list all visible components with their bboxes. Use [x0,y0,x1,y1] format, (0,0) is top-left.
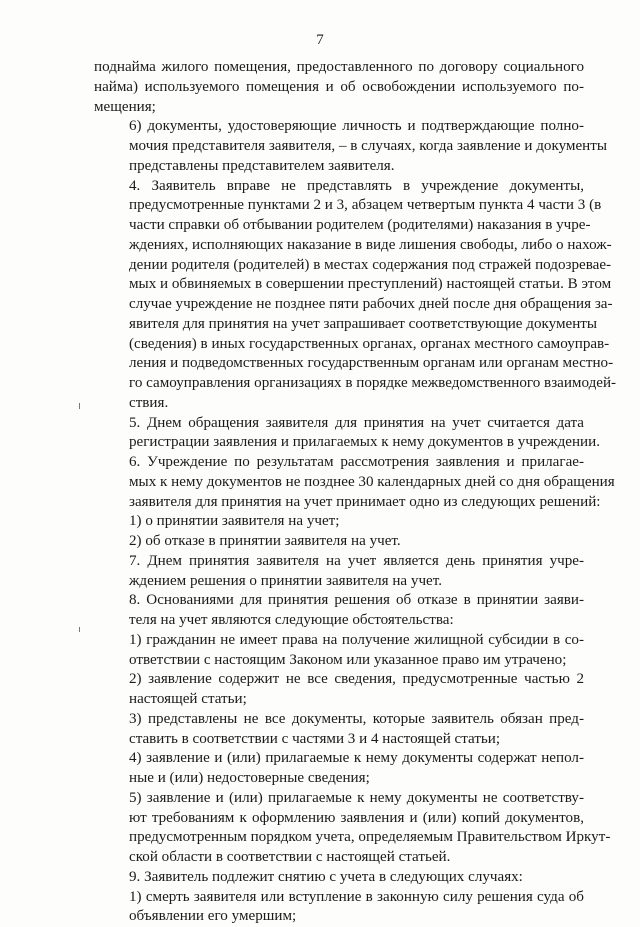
text-line: поднайма жилого помещения, предоставленного по договору социального [94,58,584,78]
text-line: предусмотренные пунктами 2 и 3, абзацем четвертым пункта 4 части 3 (в [94,196,584,216]
page-number: 7 [0,31,640,49]
scan-mark [79,403,80,409]
text-line: 1) гражданин не имеет права на получение жилищной субсидии в со- [94,631,584,651]
paragraph [94,749,584,789]
paragraph [94,591,584,631]
paragraph [94,512,584,532]
text-line: 5) заявление и (или) прилагаемые к нему документы не соответству- [94,789,584,809]
text-line: 9. Заявитель подлежит снятию с учета в следующих случаях: [94,868,584,888]
paragraph [94,710,584,750]
text-line: заявителя для принятия на учет принимает одно из следующих решений: [94,493,584,513]
paragraph [94,414,584,454]
text-line: 8. Основаниями для принятия решения об отказе в принятии заяви- [94,591,584,611]
text-line: регистрации заявления и прилагаемых к нему документов в учреждении. [94,433,584,453]
text-line: мочия представителя заявителя, – в случаях, когда заявление и документы [94,137,584,157]
text-line: явителя для принятия на учет запрашивает соответствующие документы [94,315,584,335]
text-line: мых к нему документов не позднее 30 календарных дней со дня обращения [94,473,584,493]
text-line: ления и подведомственных государственным органам или органам местно- [94,354,584,374]
text-line: мых и обвиняемых в совершении преступлений) настоящей статьи. В этом [94,275,584,295]
text-line: 3) представлены не все документы, которые заявитель обязан пред- [94,710,584,730]
text-line: части справки об отбывании родителем (родителями) наказания в учре- [94,216,584,236]
text-line: 6) документы, удостоверяющие личность и подтверждающие полно- [94,117,584,137]
text-line: случае учреждение не позднее пяти рабочих дней после дня обращения за- [94,295,584,315]
document-body [94,58,584,927]
text-line: найма) используемого помещения и об освобождении используемого по- [94,78,584,98]
text-line: ют требованиям к оформлению заявления и (или) копий документов, [94,809,584,829]
text-line: мещения; [94,98,584,118]
text-line: 4) заявление и (или) прилагаемые к нему документы содержат непол- [94,749,584,769]
text-line: ствия. [94,394,584,414]
paragraph [94,117,584,176]
paragraph [94,631,584,671]
paragraph [94,789,584,868]
text-line: 1) смерть заявителя или вступление в законную силу решения суда об [94,888,584,908]
text-line: настоящей статьи; [94,690,584,710]
text-line: ждением решения о принятии заявителя на учет. [94,572,584,592]
paragraph [94,670,584,710]
text-line: теля на учет являются следующие обстоятельства: [94,611,584,631]
text-line: ные и (или) недостоверные сведения; [94,769,584,789]
paragraph [94,888,584,927]
text-line: 2) об отказе в принятии заявителя на учет. [94,532,584,552]
text-line: объявлении его умершим; [94,907,584,927]
text-line: 2) заявление содержит не все сведения, предусмотренные частью 2 [94,670,584,690]
text-line: (сведения) в иных государственных органах, органах местного самоуправ- [94,335,584,355]
paragraph [94,58,584,117]
paragraph [94,453,584,512]
paragraph [94,532,584,552]
text-line: ждениях, исполняющих наказание в виде лишения свободы, либо о нахож- [94,236,584,256]
paragraph [94,868,584,888]
scan-mark [79,627,80,632]
text-line: предусмотренным порядком учета, определяемым Правительством Иркут- [94,828,584,848]
text-line: 6. Учреждение по результатам рассмотрения заявления и прилагае- [94,453,584,473]
text-line: дении родителя (родителей) в местах содержания под стражей подозревае- [94,256,584,276]
text-line: ской области в соответствии с настоящей статьей. [94,848,584,868]
text-line: 1) о принятии заявителя на учет; [94,512,584,532]
text-line: ответствии с настоящим Законом или указанное право им утрачено; [94,651,584,671]
text-line: ставить в соответствии с частями 3 и 4 настоящей статьи; [94,730,584,750]
text-line: представлены представителем заявителя. [94,157,584,177]
text-line: 5. Днем обращения заявителя для принятия на учет считается дата [94,414,584,434]
text-line: 7. Днем принятия заявителя на учет является день принятия учре- [94,552,584,572]
paragraph [94,177,584,414]
text-line: го самоуправления организациях в порядке межведомственного взаимодей- [94,374,584,394]
paragraph [94,552,584,592]
text-line: 4. Заявитель вправе не представлять в учреждение документы, [94,177,584,197]
